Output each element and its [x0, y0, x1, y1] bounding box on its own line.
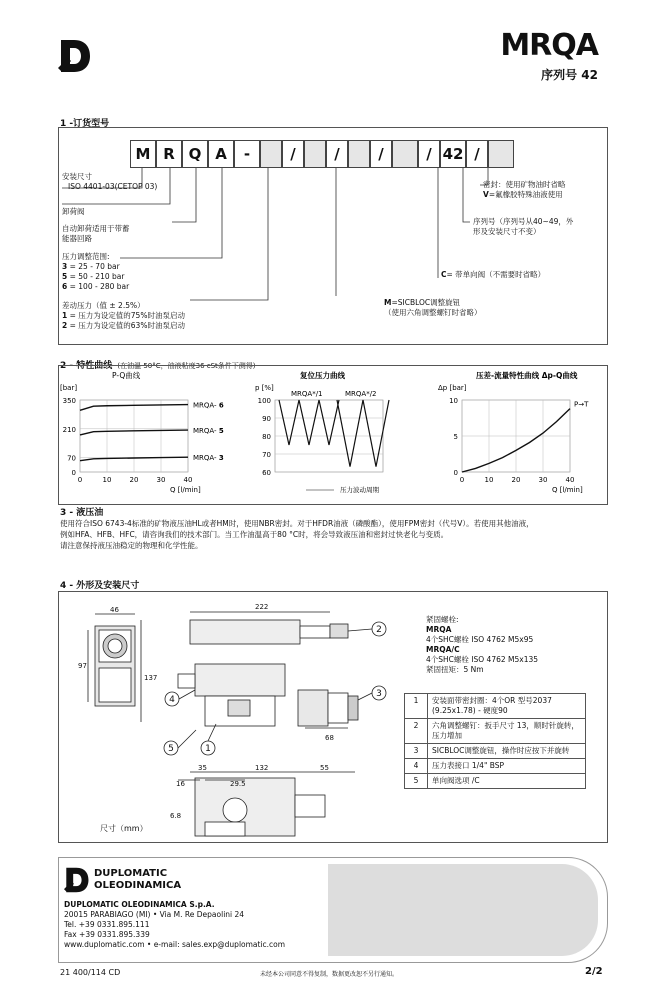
dim-35: 35 — [198, 764, 207, 772]
chart2-y-tick: 70 — [262, 451, 271, 459]
code-cell: R — [156, 140, 182, 168]
chart1-series-label: MRQA- 6 — [193, 401, 224, 410]
chart1-title: P-Q曲线 — [112, 371, 141, 380]
section1-heading: 1 -订货型号 — [60, 119, 110, 129]
unit-note: 尺寸（mm） — [100, 824, 148, 833]
dim-68: 68 — [325, 734, 334, 742]
dim-97: 97 — [78, 662, 87, 670]
chart1-series-label: MRQA- 3 — [193, 454, 224, 463]
table-row: 1 安装面带密封圈：4个OR 型号2037 (9.25x1.78) - 硬度90 — [405, 694, 586, 719]
copyright-notice: 未经本公司同意不得复制，数据更改恕不另行通知。 — [260, 971, 399, 978]
chart1-x-tick: 20 — [129, 476, 139, 484]
callout-4: 4 — [169, 695, 175, 705]
chart1-xlabel: Q [l/min] — [170, 486, 201, 494]
chart2-series-label: MRQA*/1 — [291, 390, 323, 398]
table-row: 2 六角调整螺钉：扳手尺寸 13，顺时针旋转，压力增加 — [405, 719, 586, 744]
callout-3: 3 — [376, 689, 382, 699]
chart2-y-tick: 100 — [257, 397, 271, 405]
chart2-y-tick: 90 — [262, 415, 271, 423]
label-series-number: 序列号（序列号从40~49，外 形及安装尺寸不变） — [473, 217, 574, 236]
code-cell: M — [130, 140, 156, 168]
label-auto-unloading: 自动卸荷适用于带蓄 能器回路 — [62, 224, 130, 243]
chart3-ylabel: Δp [bar] — [438, 384, 467, 392]
doc-code: 21 400/114 CD — [60, 968, 121, 977]
dim-137: 137 — [144, 674, 158, 682]
table-row: 4 压力表接口 1/4" BSP — [405, 759, 586, 774]
model-title: MRQA — [500, 28, 598, 63]
footer-company-info: DUPLOMATIC OLEODINAMICA S.p.A. 20015 PARABIAGO (MI) • Via M. Re Depaolini 24 Tel. +39 0331.895.111 Fax +39 0331.895.339 www.duplomatic.com • e-mail: sales.exp@duplomatic.com — [64, 900, 286, 949]
chart3-xlabel: Q [l/min] — [552, 486, 583, 494]
code-cell: Q — [182, 140, 208, 168]
chart3-series-label: P→T — [574, 400, 589, 409]
callout-2: 2 — [376, 625, 382, 635]
code-cell: / — [282, 140, 304, 168]
chart3-y-tick: 10 — [449, 397, 458, 405]
chart1-x-tick: 0 — [77, 476, 83, 484]
dim-55: 55 — [320, 764, 329, 772]
chart1-y-tick: 0 — [71, 469, 76, 477]
dim-222: 222 — [255, 603, 269, 611]
table-row: 5 单向阀选项 /C — [405, 774, 586, 789]
chart2-y-tick: 60 — [262, 469, 271, 477]
callout-5: 5 — [168, 744, 174, 754]
label-seals: 密封：使用矿物油时省略 V=氟橡胶特殊油液使用 — [483, 180, 566, 199]
chart1-y-tick: 210 — [62, 425, 76, 434]
chart1-series-label: MRQA- 5 — [193, 427, 224, 436]
label-pressure-range: 压力调整范围: 3 = 25 - 70 bar 5 = 50 - 210 bar 6 = 100 - 280 bar — [62, 252, 130, 291]
chart2-annotation: 压力波动周期 — [340, 486, 379, 494]
chart3-y-tick: 5 — [453, 433, 458, 441]
chart1-x-tick: 40 — [183, 476, 193, 484]
chart1-y-tick: 70 — [67, 454, 76, 463]
chart3-x-tick: 10 — [484, 476, 494, 484]
chart2-title: 复位压力曲线 — [300, 371, 345, 380]
hydraulic-fluid-text: 使用符合ISO 6743-4标准的矿物液压油HL或者HM时，使用NBR密封。对于HFDR油液（磷酸酯），使用FPM密封（代号V）。若使用其他油液， 例如HFA、HFB、HFC，请咨询我们的技术部门。当工作油温高于80 °C时，将会导致液压油和密封过快老化与变质。 请注意保持液压油稳定的物理和化学性能。 — [60, 519, 534, 550]
section2-heading: 2 - 特性曲线 (在油温 50°C，油液粘度36 cSt条件下测得) — [60, 361, 256, 371]
section4-heading: 4 - 外形及安装尺寸 — [60, 581, 140, 591]
chart3-x-tick: 30 — [538, 476, 548, 484]
label-differential-pressure: 差动压力（值 ± 2.5%） 1 = 压力为设定值的75%时油泵启动 2 = 压力为设定值的63%时油泵启动 — [62, 301, 185, 330]
callout-1: 1 — [205, 744, 211, 754]
code-cell: / — [466, 140, 488, 168]
table-row: 3 SICBLOC调整旋钮，操作时应按下并旋转 — [405, 744, 586, 759]
chart1-y-tick: 350 — [62, 397, 76, 405]
chart2-y-tick: 80 — [262, 433, 271, 441]
parts-table — [404, 693, 586, 789]
chart3-x-tick: 0 — [459, 476, 465, 484]
label-unloading-valve: 卸荷阀 — [62, 207, 85, 216]
dim-16: 16 — [176, 780, 185, 788]
footer-grey-block — [328, 864, 598, 956]
chart2-series-label: MRQA*/2 — [345, 390, 377, 398]
label-mounting-size: 安装尺寸 ISO 4401-03(CETOP 03) — [62, 172, 158, 191]
dim-6-8: 6.8 — [170, 812, 182, 820]
chart3-y-tick: 0 — [453, 469, 458, 477]
code-cell: / — [326, 140, 348, 168]
page-number: 2/2 — [585, 966, 603, 977]
series-subtitle: 序列号 42 — [541, 68, 598, 82]
code-cell: / — [370, 140, 392, 168]
chart3-x-tick: 40 — [565, 476, 575, 484]
dim-46: 46 — [110, 606, 119, 614]
fastener-info: 紧固螺栓: MRQA 4个SHC螺栓 ISO 4762 M5x95 MRQA/C 4个SHC螺栓 ISO 4762 M5x135 紧固扭矩：5 Nm — [426, 615, 539, 674]
dim-29-5: 29.5 — [230, 780, 246, 788]
chart1-x-tick: 10 — [102, 476, 112, 484]
label-sicbloc: M=SICBLOC调整旋钮 （使用六角调整螺钉时省略） — [384, 298, 482, 317]
chart2-ylabel: p [%] — [255, 384, 274, 392]
code-cell: - — [234, 140, 260, 168]
code-cell: / — [418, 140, 440, 168]
chart1-ylabel: [bar] — [60, 384, 78, 392]
code-cell: 42 — [440, 140, 466, 168]
code-cell: A — [208, 140, 234, 168]
chart3-x-tick: 20 — [511, 476, 521, 484]
chart1-x-tick: 30 — [156, 476, 166, 484]
dim-132: 132 — [255, 764, 269, 772]
chart3-title: 压差-流量特性曲线 Δp-Q曲线 — [476, 371, 578, 380]
section3-heading: 3 - 液压油 — [60, 508, 104, 518]
footer-logo: DUPLOMATIC OLEODINAMICA — [64, 866, 184, 896]
label-check-valve: C= 带单向阀（不需要时省略） — [441, 270, 546, 279]
